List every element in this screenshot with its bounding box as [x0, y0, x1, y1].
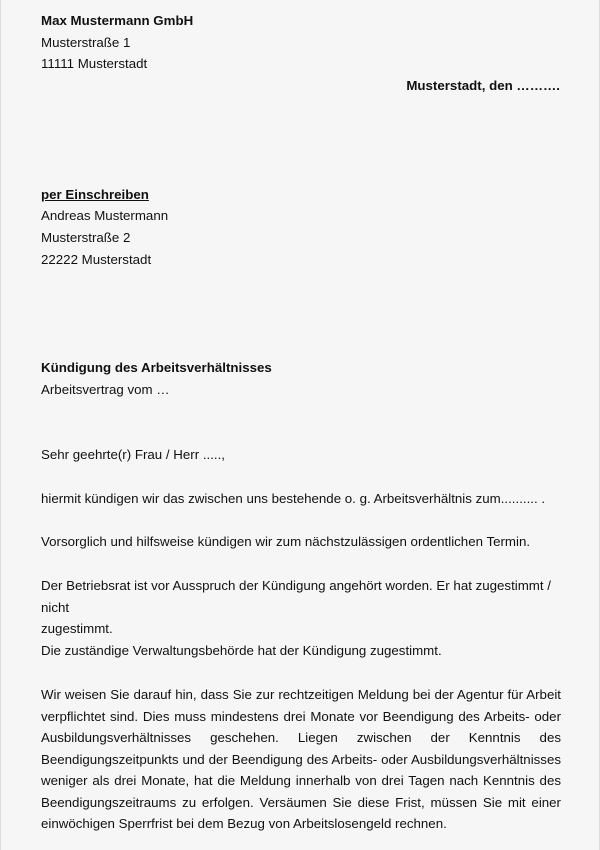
paragraph-3-line-1: Der Betriebsrat ist vor Ausspruch der Kündigung angehört worden. Er hat zugestimmt / nicht: [41, 578, 551, 615]
paragraph-5-line: Beendigungszeitraums zu erfolgen. Versäumen Sie diese Frist, müssen Sie mit einer: [41, 794, 561, 810]
salutation: Sehr geehrte(r) Frau / Herr .....,: [41, 447, 225, 462]
subject-reference: Arbeitsvertrag vom …: [41, 382, 170, 397]
paragraph-5-line: weniger als drei Monate, hat die Meldung innerhalb von drei Tagen nach Kenntnis des: [41, 773, 561, 788]
paragraph-5-line: einwöchigen Sperrfrist bei dem Bezug von Arbeitslosengeld rechnen.: [41, 816, 447, 831]
delivery-method: per Einschreiben: [41, 187, 149, 202]
paragraph-5-line: Beendigungszeitpunkts und der Beendigung des Arbeits- oder Ausbildungsverhältnisses: [41, 751, 561, 767]
paragraph-4: Die zuständige Verwaltungsbehörde hat der Kündigung zugestimmt.: [41, 643, 442, 658]
sender-city: 11111 Musterstadt: [41, 56, 148, 71]
paragraph-5-line: verpflichtet sind. Dies muss mindestens drei Monate vor Beendigung des Arbeits- oder: [41, 708, 561, 724]
recipient-city: 22222 Musterstadt: [41, 252, 152, 267]
paragraph-1: hiermit kündigen wir das zwischen uns bestehende o. g. Arbeitsverhältnis zum.......... .: [41, 491, 546, 506]
recipient-name: Andreas Mustermann: [41, 208, 169, 223]
paragraph-2: Vorsorglich und hilfsweise kündigen wir zum nächstzulässigen ordentlichen Termin.: [41, 534, 531, 549]
paragraph-5-line: Wir weisen Sie darauf hin, dass Sie zur rechtzeitigen Meldung bei der Agentur für Arbeit: [41, 687, 561, 702]
paragraph-3: [41, 575, 561, 640]
subject-title: Kündigung des Arbeitsverhältnisses: [41, 360, 272, 375]
paragraph-5: [41, 684, 561, 835]
paragraph-5-line: Ausbildungsverhältnisses geschehen. Liegen zwischen der Kenntnis des: [41, 730, 561, 745]
recipient-street: Musterstraße 2: [41, 230, 131, 245]
sender-street: Musterstraße 1: [41, 35, 131, 50]
sender-company: Max Mustermann GmbH: [41, 13, 194, 28]
date-line: Musterstadt, den ……….: [406, 78, 560, 93]
paragraph-3-line-2: zugestimmt.: [41, 621, 113, 636]
